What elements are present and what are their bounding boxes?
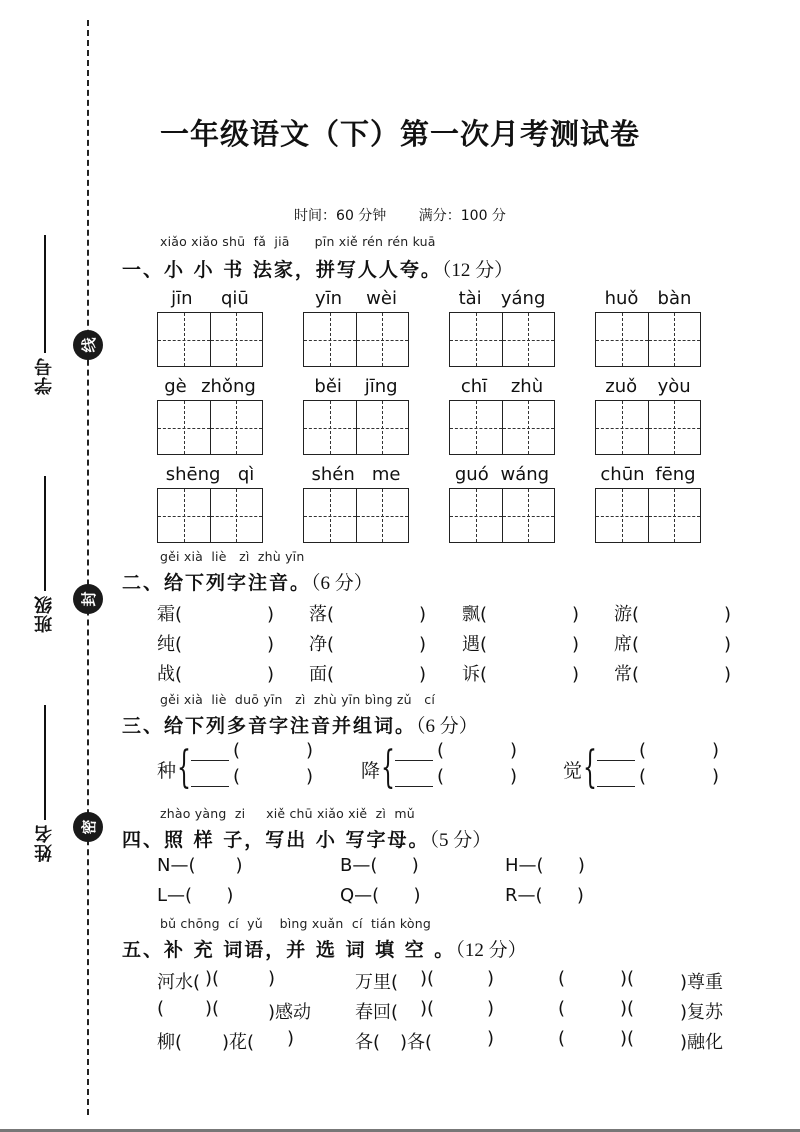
tianzige-cell[interactable] [356,401,409,454]
answer-blank[interactable]: ( [632,604,640,625]
tianzige-boxes[interactable] [157,312,263,367]
paren-close: ) [712,740,720,761]
character: 飘 [462,604,480,625]
syllable: wáng [500,464,550,485]
tianzige-cell[interactable] [450,489,502,542]
student-id-field[interactable] [32,235,58,395]
phonetic-item[interactable] [462,630,579,656]
lowercase-blank[interactable]: —( ) [167,885,234,906]
answer-blank[interactable]: ( [632,634,640,655]
answer-blank-close: ) [419,664,427,685]
answer-blank-close: ) [419,604,427,625]
section3-points: （6 分） [416,716,478,737]
tianzige-boxes[interactable] [157,400,263,455]
word-pinyin [303,462,409,488]
tianzige-boxes[interactable] [303,312,409,367]
character: 种 [157,760,177,782]
answer-blank[interactable]: ( [175,664,183,685]
paren-close: ) [712,766,720,787]
section2-title: 二、给下列字注音。 [122,572,312,594]
seal-xian: 线 [73,330,103,360]
brace-icon: { [381,742,395,793]
section3-title: 三、给下列多音字注音并组词。 [122,715,417,737]
syllable: shēng [165,464,221,485]
fill-token[interactable]: ( [157,998,165,1019]
character: 游 [614,604,632,625]
fill-token[interactable]: )( [620,998,635,1019]
name-field[interactable] [32,705,58,862]
section1-pinyin: xiǎo xiǎo shū fǎ jiā pīn xiě rén rén kuā [160,234,436,249]
section1-points: （12 分） [441,260,514,281]
writing-grid-word[interactable] [157,374,263,455]
character: 战 [157,664,175,685]
lowercase-blank[interactable]: —( ) [352,855,419,876]
lowercase-blank[interactable]: —( ) [170,855,243,876]
paren-open: ( [639,766,647,787]
fill-token[interactable]: )各( [400,1032,433,1053]
tianzige-cell[interactable] [596,401,648,454]
character: 常 [614,664,632,685]
fill-token[interactable]: )( [620,968,635,989]
tianzige-cell[interactable] [304,489,356,542]
syllable: guó [454,464,489,485]
tianzige-cell[interactable] [502,401,555,454]
section3-pinyin: gěi xià liè duō yīn zì zhù yīn bìng zǔ cí [160,692,436,707]
section5-pinyin: bǔ chōng cí yǔ bìng xuǎn cí tián kòng [160,916,431,931]
capital-letter: H [505,855,519,876]
answer-row[interactable] [191,740,313,761]
phonetic-item[interactable] [462,600,579,626]
answer-row[interactable] [395,766,517,787]
tianzige-cell[interactable] [304,401,356,454]
word-pinyin [303,286,409,312]
fill-token[interactable]: ( [558,968,566,989]
character: 面 [309,664,327,685]
exam-meta [0,205,800,225]
seal-mi: 密 [73,812,103,842]
fill-token[interactable]: )花( [222,1032,255,1053]
section1-title: 一、小 小 书 法家，拼写人人夸。 [122,259,442,281]
section4-title: 四、照 样 子，写出 小 写字母。 [122,829,430,851]
tianzige-boxes[interactable] [449,488,555,543]
writing-grid-word[interactable] [449,374,555,455]
syllable: běi [314,376,342,397]
tianzige-cell[interactable] [356,313,409,366]
letter-item[interactable] [340,855,419,876]
word-pinyin [595,286,701,312]
answer-blank[interactable]: ( [632,664,640,685]
answer-blank[interactable]: ( [327,664,335,685]
fill-token[interactable]: ( [558,1028,566,1049]
tianzige-cell[interactable] [158,489,210,542]
tianzige-boxes[interactable] [303,488,409,543]
answer-blank[interactable]: ( [480,604,488,625]
lowercase-blank[interactable]: —( ) [518,855,585,876]
paren-open: ( [437,740,445,761]
tianzige-cell[interactable] [648,313,701,366]
paren-open: ( [639,740,647,761]
fill-token[interactable]: 河水( [157,972,201,993]
paren-open: ( [233,740,241,761]
syllable: yòu [657,376,691,397]
class-label: 班级 [34,595,55,633]
writing-grid-word[interactable] [303,462,409,543]
tianzige-boxes[interactable] [303,400,409,455]
syllable: shén [311,464,355,485]
lowercase-blank[interactable]: —( ) [517,885,584,906]
pinyin-blank[interactable] [395,773,433,787]
fill-token[interactable]: ( [558,998,566,1019]
syllable: qiū [220,288,249,309]
class-field[interactable] [32,476,58,633]
fill-token: ) [487,998,495,1019]
word-pinyin [449,374,555,400]
syllable: tài [458,288,482,309]
binding-dashed-line [87,20,89,1115]
answer-blank[interactable]: ( [327,634,335,655]
fill-token: ) [487,1028,495,1049]
class-blank[interactable] [44,476,46,591]
lowercase-blank[interactable]: —( ) [354,885,421,906]
tianzige-cell[interactable] [158,313,210,366]
fill-token[interactable]: 春回( [355,1002,399,1023]
answer-blank-close: ) [267,604,275,625]
character: 觉 [563,760,583,782]
tianzige-cell[interactable] [648,489,701,542]
character: 诉 [462,664,480,685]
syllable: huǒ [604,288,639,309]
answer-row[interactable] [597,740,719,761]
paren-close: ) [510,766,518,787]
section2-pinyin: gěi xià liè zì zhù yīn [160,549,305,564]
syllable: jīng [364,376,398,397]
phonetic-item[interactable] [157,600,274,626]
answer-blank[interactable]: ( [480,634,488,655]
fill-token[interactable]: )( [420,968,435,989]
tianzige-cell[interactable] [502,313,555,366]
fill-token[interactable]: )( [205,998,220,1019]
syllable: chūn [600,464,645,485]
capital-letter: L [157,885,168,906]
tianzige-cell[interactable] [210,313,263,366]
answer-blank[interactable]: ( [175,604,183,625]
tianzige-cell[interactable] [158,401,210,454]
word-pinyin [449,462,555,488]
fill-token: ) [487,968,495,989]
answer-blank-close: ) [267,634,275,655]
syllable: bàn [657,288,692,309]
tianzige-cell[interactable] [648,401,701,454]
section1-heading [122,255,513,282]
tianzige-cell[interactable] [356,489,409,542]
word-pinyin [157,374,263,400]
tianzige-boxes[interactable] [595,400,701,455]
phonetic-item[interactable] [614,660,731,686]
syllable: fēng [655,464,696,485]
character: 净 [309,634,327,655]
fill-token: ) [268,968,276,989]
capital-letter: B [340,855,353,876]
student-id-blank[interactable] [44,235,46,353]
polyphone-item[interactable] [361,740,531,794]
answer-blank-close: ) [572,604,580,625]
character: 席 [614,634,632,655]
paren-open: ( [233,766,241,787]
letter-item[interactable] [505,855,585,876]
tianzige-boxes[interactable] [157,488,263,543]
word-pinyin [595,374,701,400]
section2-points: （6 分） [311,573,373,594]
writing-grid-word[interactable] [449,286,555,367]
syllable: zhù [510,376,544,397]
brace-icon: { [583,742,597,793]
student-id-label: 学号 [34,357,55,395]
pinyin-blank[interactable] [395,747,433,761]
answer-row[interactable] [597,766,719,787]
character: 纯 [157,634,175,655]
answer-blank[interactable]: ( [327,604,335,625]
tianzige-cell[interactable] [210,401,263,454]
fill-token: )融化 [680,1032,724,1053]
answer-blank-close: ) [572,634,580,655]
letter-item[interactable] [157,855,243,876]
fill-token: ) [287,1028,295,1049]
section2-heading [122,568,373,595]
phonetic-item[interactable] [614,630,731,656]
writing-grid-word[interactable] [157,462,263,543]
answer-blank-close: ) [419,634,427,655]
fill-token: )尊重 [680,972,724,993]
section4-points: （5 分） [429,830,492,851]
answer-row[interactable] [191,766,313,787]
fill-token[interactable]: 柳( [157,1032,183,1053]
tianzige-boxes[interactable] [449,312,555,367]
pinyin-blank[interactable] [597,747,635,761]
letter-item[interactable] [157,885,233,906]
brace-icon: { [177,742,191,793]
answer-blank-close: ) [724,634,732,655]
paren-close: ) [306,766,314,787]
writing-grid-word[interactable] [595,462,701,543]
character: 落 [309,604,327,625]
pinyin-blank[interactable] [191,747,229,761]
phonetic-item[interactable] [157,630,274,656]
fill-token: )复苏 [680,1002,724,1023]
syllable: zhǒng [201,376,256,397]
pinyin-blank[interactable] [597,773,635,787]
fill-token: )感动 [268,1002,312,1023]
tianzige-cell[interactable] [450,313,502,366]
syllable: me [371,464,401,485]
writing-grid-word[interactable] [595,374,701,455]
name-blank[interactable] [44,705,46,820]
section4-heading [122,825,491,852]
syllable: jīn [171,288,193,309]
tianzige-cell[interactable] [502,489,555,542]
answer-blank-close: ) [267,664,275,685]
tianzige-cell[interactable] [596,489,648,542]
syllable: zuǒ [605,376,638,397]
letter-item[interactable] [340,885,421,906]
character: 降 [361,760,381,782]
syllable: gè [164,376,187,397]
word-pinyin [595,462,701,488]
seal-feng: 封 [73,584,103,614]
fill-token[interactable]: )( [205,968,220,989]
exam-title: 一年级语文（下）第一次月考测试卷 [159,117,640,151]
writing-grid-word[interactable] [157,286,263,367]
writing-grid-word[interactable] [595,286,701,367]
polyphone-item[interactable] [563,740,733,794]
syllable: chī [460,376,488,397]
syllable: yīn [315,288,343,309]
paren-close: ) [510,740,518,761]
answer-blank-close: ) [724,664,732,685]
paren-close: ) [306,740,314,761]
word-pinyin [303,374,409,400]
fill-token[interactable]: )( [620,1028,635,1049]
section5-title: 五、补 充 词语，并 选 词 填 空 。 [122,939,456,961]
tianzige-boxes[interactable] [595,488,701,543]
phonetic-item[interactable] [462,660,579,686]
answer-blank[interactable]: ( [175,634,183,655]
syllable: yáng [500,288,546,309]
section4-pinyin: zhào yàng zi xiě chū xiǎo xiě zì mǔ [160,806,415,821]
capital-letter: R [505,885,518,906]
tianzige-cell[interactable] [210,489,263,542]
section3-heading [122,711,478,738]
tianzige-cell[interactable] [596,313,648,366]
answer-row[interactable] [395,740,517,761]
section5-heading [122,935,527,962]
phonetic-item[interactable] [157,660,274,686]
writing-grid-word[interactable] [449,462,555,543]
tianzige-cell[interactable] [450,401,502,454]
fill-token[interactable]: 各( [355,1032,381,1053]
paren-open: ( [437,766,445,787]
section5-points: （12 分） [455,940,527,961]
pinyin-blank[interactable] [191,773,229,787]
word-pinyin [157,286,263,312]
fill-token[interactable]: 万里( [355,972,399,993]
full-score: 满分：100 分 [418,208,506,224]
writing-grid-word[interactable] [303,286,409,367]
syllable: wèi [366,288,397,309]
tianzige-boxes[interactable] [595,312,701,367]
phonetic-item[interactable] [614,600,731,626]
letter-item[interactable] [505,885,584,906]
answer-blank-close: ) [572,664,580,685]
character: 霜 [157,604,175,625]
phonetic-item[interactable] [309,630,426,656]
answer-blank-close: ) [724,604,732,625]
polyphone-item[interactable] [157,740,327,794]
character: 遇 [462,634,480,655]
capital-letter: Q [340,885,355,906]
tianzige-boxes[interactable] [449,400,555,455]
answer-blank[interactable]: ( [480,664,488,685]
syllable: qì [237,464,255,485]
tianzige-cell[interactable] [304,313,356,366]
writing-grid-word[interactable] [303,374,409,455]
time-limit: 时间：60 分钟 [294,208,387,224]
word-pinyin [449,286,555,312]
phonetic-item[interactable] [309,660,426,686]
phonetic-item[interactable] [309,600,426,626]
word-pinyin [157,462,263,488]
name-label: 姓名 [34,824,55,862]
capital-letter: N [157,855,171,876]
fill-token[interactable]: )( [420,998,435,1019]
